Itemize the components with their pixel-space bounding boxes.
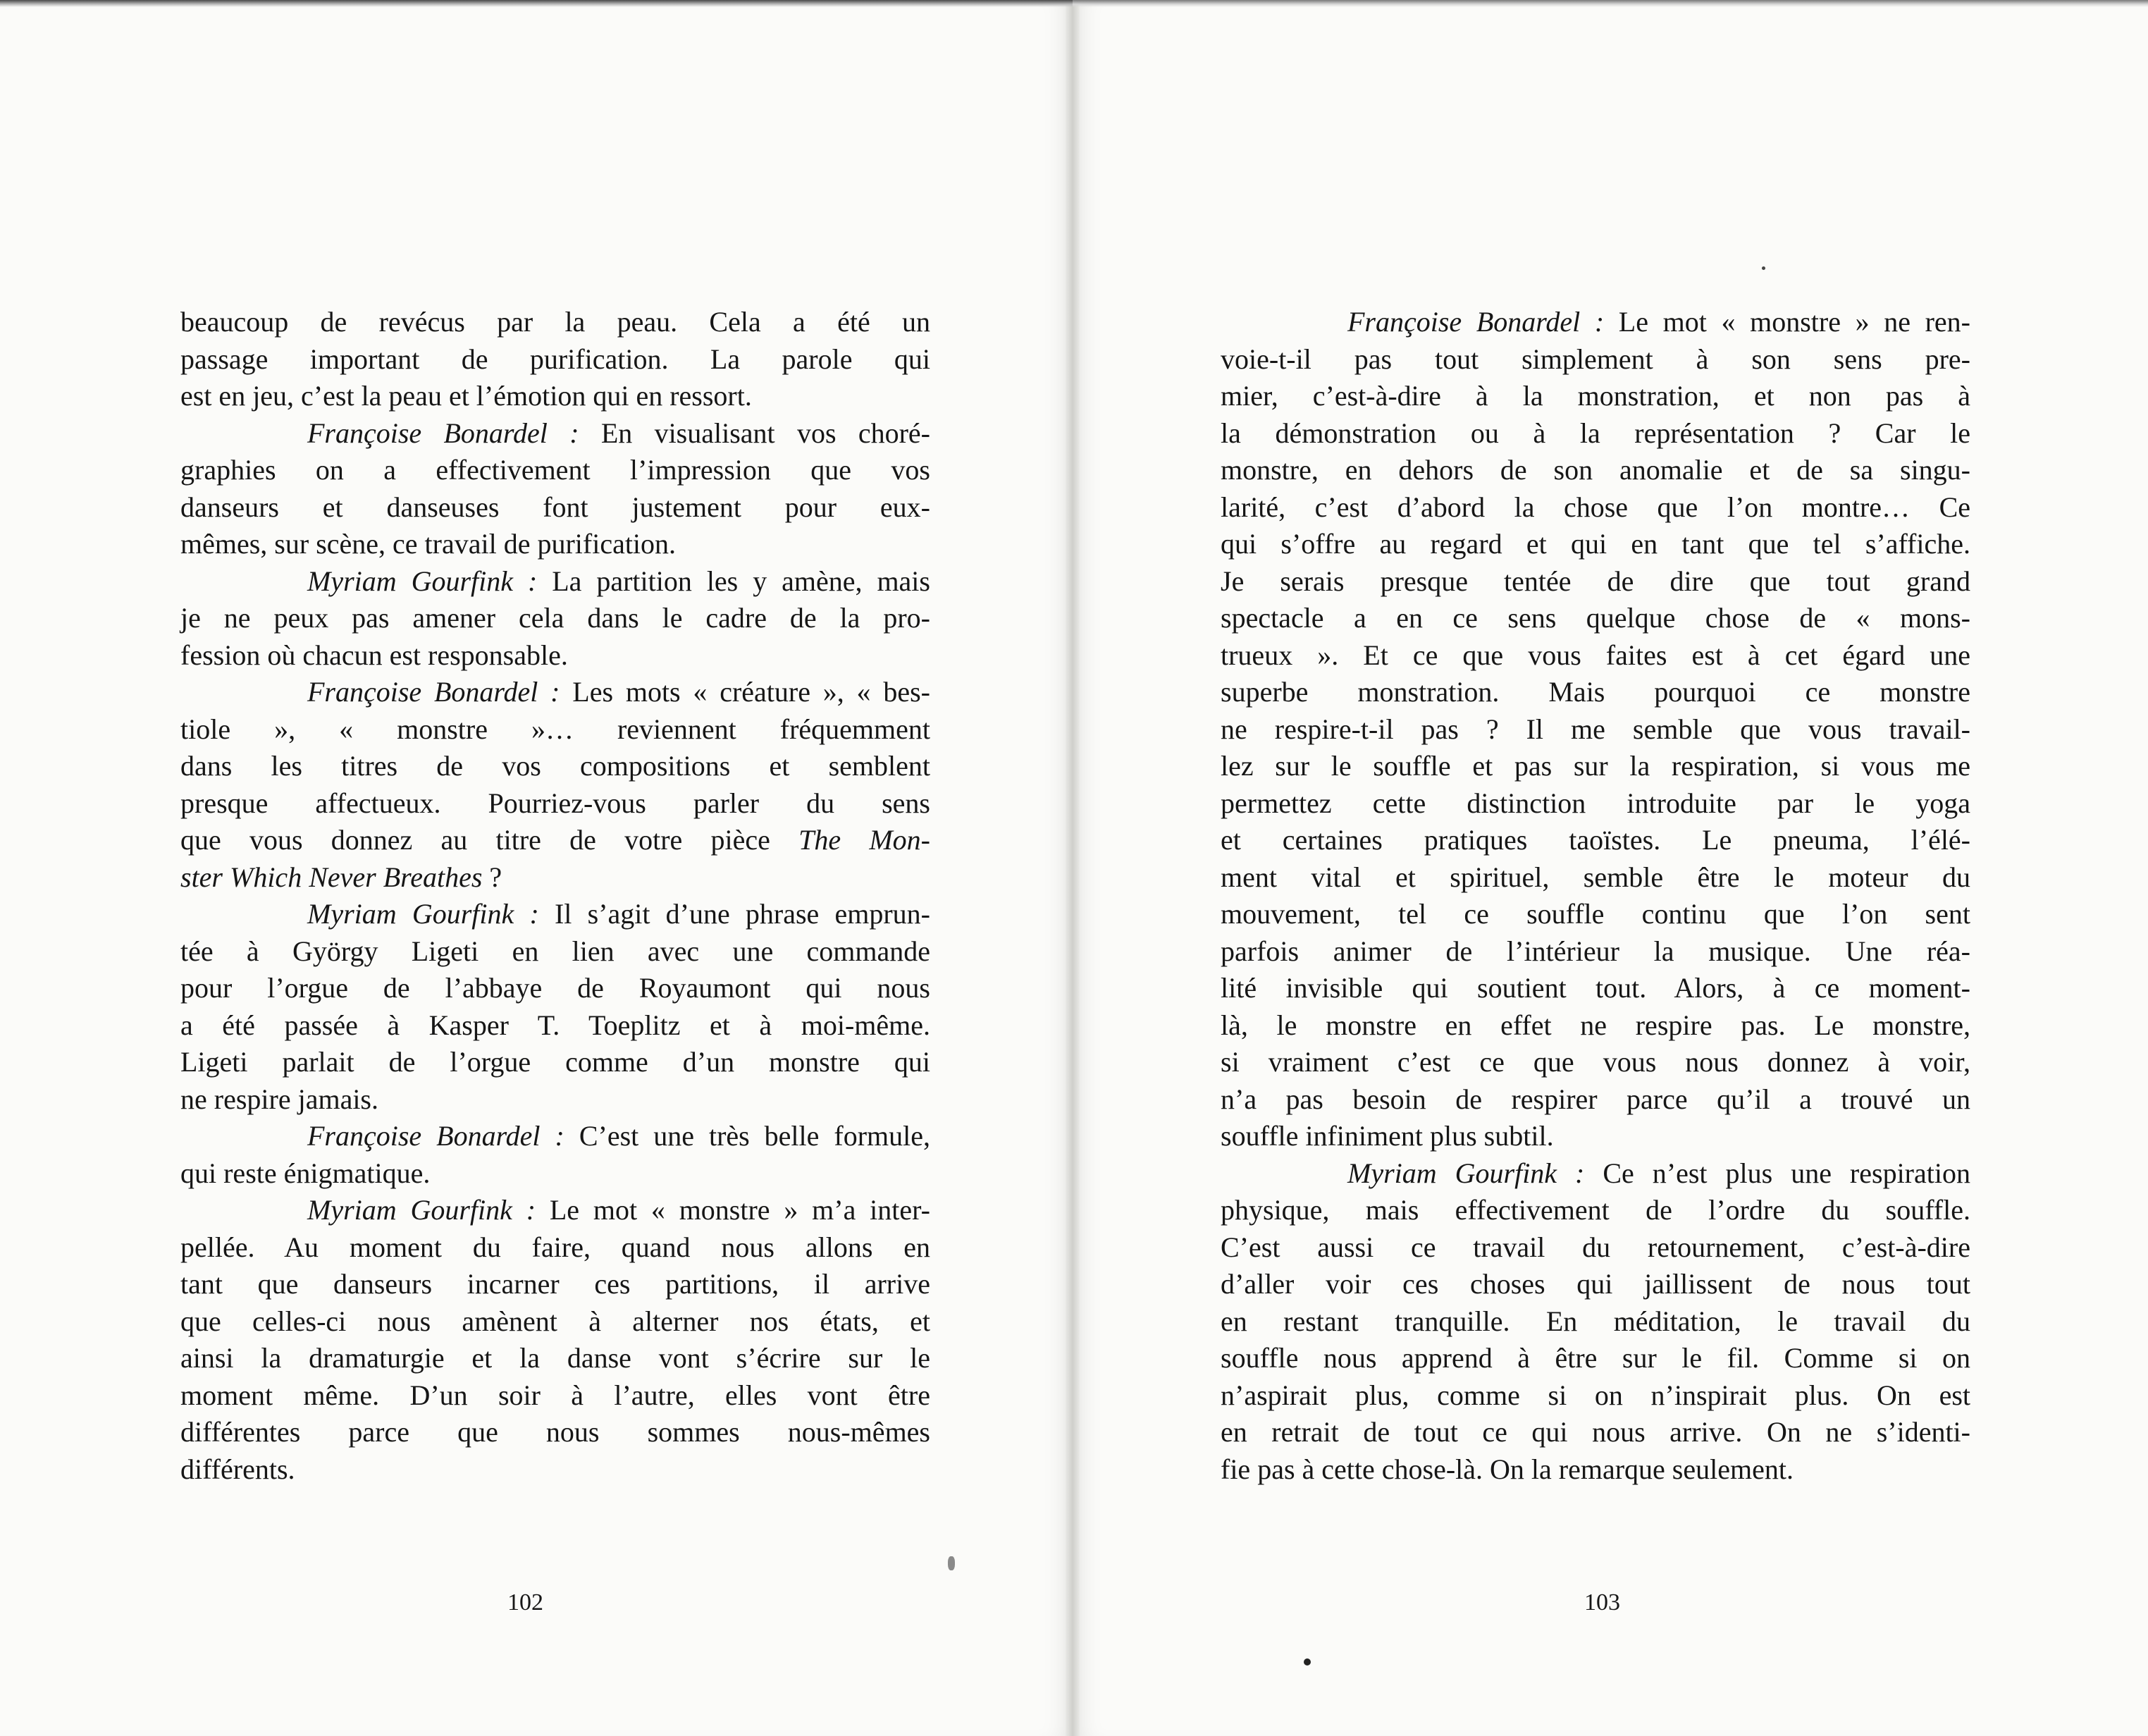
- text-line: [1221, 1192, 1970, 1229]
- line-text: si vraiment c’est ce que vous nous donnez à voir,: [1221, 1046, 1970, 1078]
- text-line: [1221, 970, 1970, 1007]
- page-number-left: 102: [507, 1589, 543, 1615]
- line-text: lez sur le souffle et pas sur la respiration, si vous me: [1221, 750, 1970, 782]
- line-text: n’aspirait plus, comme si on n’inspirait plus. On est: [1221, 1379, 1970, 1411]
- text-line: [1221, 859, 1970, 897]
- text-line: [180, 748, 930, 785]
- text-line: [1221, 1451, 1970, 1489]
- text-line: [1221, 1303, 1970, 1341]
- text-line: [180, 1340, 930, 1377]
- line-text: ne respire jamais.: [180, 1083, 378, 1115]
- line-text: en restant tranquille. En méditation, le travail du: [1221, 1305, 1970, 1337]
- speaker-name: Françoise Bonardel :: [1347, 306, 1605, 338]
- line-text: tant que danseurs incarner ces partitions, il arrive: [180, 1268, 930, 1300]
- text-line: [1221, 674, 1970, 711]
- line-text: Les mots « créature », « bes-: [560, 676, 930, 708]
- line-text: souffle infiniment plus subtil.: [1221, 1120, 1554, 1152]
- line-text: moment même. D’un soir à l’autre, elles vont être: [180, 1379, 930, 1411]
- text-line: [1221, 1377, 1970, 1415]
- text-line: [180, 341, 930, 378]
- text-line: [180, 1007, 930, 1045]
- text-line: [180, 378, 930, 415]
- line-text: Je serais presque tentée de dire que tout grand: [1221, 565, 1970, 597]
- line-text: Le mot « monstre » m’a inter-: [536, 1194, 930, 1226]
- speaker-name: Myriam Gourfink :: [1347, 1157, 1585, 1189]
- text-line: [1221, 822, 1970, 859]
- line-text: Ce n’est plus une respiration: [1584, 1157, 1970, 1189]
- text-line: [1221, 1266, 1970, 1303]
- line-text: lité invisible qui soutient tout. Alors, à ce moment-: [1221, 972, 1970, 1004]
- line-text: passage important de purification. La parole qui: [180, 343, 930, 375]
- line-text: que celles-ci nous amènent à alterner nos états, et: [180, 1305, 930, 1337]
- work-title: The Mon-: [770, 824, 931, 856]
- text-line: [1221, 452, 1970, 489]
- text-line: [1221, 1229, 1970, 1267]
- text-line: [180, 1044, 930, 1081]
- line-text: mouvement, tel ce souffle continu que l’on sent: [1221, 898, 1970, 930]
- text-line: [180, 1155, 930, 1193]
- line-text: différents.: [180, 1453, 295, 1485]
- text-line: [1221, 600, 1970, 637]
- line-text: parfois animer de l’intérieur la musique. Une réa-: [1221, 935, 1970, 967]
- line-text: et certaines pratiques taoïstes. Le pneuma, l’élé-: [1221, 824, 1970, 856]
- line-text: en retrait de tout ce qui nous arrive. On ne s’identi-: [1221, 1416, 1970, 1448]
- speaker-name: Françoise Bonardel :: [307, 417, 579, 449]
- speaker-name: Françoise Bonardel :: [307, 1120, 564, 1152]
- text-line: [1221, 1081, 1970, 1119]
- text-line: [1221, 1044, 1970, 1081]
- right-page-text: [1221, 304, 1970, 1488]
- text-line: [180, 785, 930, 823]
- text-line: [1221, 896, 1970, 933]
- line-text: dans les titres de vos compositions et semblent: [180, 750, 930, 782]
- text-line: [1221, 415, 1970, 453]
- text-line: [307, 1192, 930, 1229]
- line-text: ?: [482, 861, 502, 893]
- text-line: [1221, 489, 1970, 527]
- text-line: [180, 1081, 930, 1119]
- text-line: [180, 970, 930, 1007]
- line-text: monstre, en dehors de son anomalie et de sa singu-: [1221, 454, 1970, 486]
- text-line: [1221, 785, 1970, 823]
- text-line: [180, 1266, 930, 1303]
- text-line: [1221, 341, 1970, 378]
- text-line: [1221, 378, 1970, 415]
- line-text: C’est aussi ce travail du retournement, c’est-à-dire: [1221, 1231, 1970, 1263]
- page-top-edge: [0, 0, 1073, 7]
- line-text: Le mot « monstre » ne ren-: [1604, 306, 1970, 338]
- line-text: voie-t-il pas tout simplement à son sens pre-: [1221, 343, 1970, 375]
- text-line: [180, 1229, 930, 1267]
- text-line: [180, 304, 930, 341]
- text-line: [1221, 711, 1970, 749]
- line-text: superbe monstration. Mais pourquoi ce monstre: [1221, 676, 1970, 708]
- text-line: [180, 859, 930, 897]
- line-text: permettez cette distinction introduite par le yoga: [1221, 787, 1970, 819]
- line-text: tée à György Ligeti en lien avec une commande: [180, 935, 930, 967]
- line-text: a été passée à Kasper T. Toeplitz et à moi-même.: [180, 1009, 930, 1041]
- line-text: que vous donnez au titre de votre pièce: [180, 824, 770, 856]
- line-text: beaucoup de revécus par la peau. Cela a été un: [180, 306, 930, 338]
- book-gutter: [1066, 0, 1080, 1736]
- line-text: mier, c’est-à-dire à la monstration, et non pas à: [1221, 380, 1970, 412]
- text-line: [180, 637, 930, 675]
- text-line: [180, 1303, 930, 1341]
- text-line: [180, 526, 930, 563]
- text-line: [307, 415, 930, 453]
- text-line: [180, 452, 930, 489]
- line-text: ment vital et spirituel, semble être le moteur du: [1221, 861, 1970, 893]
- text-line: [307, 1118, 930, 1155]
- line-text: je ne peux pas amener cela dans le cadre de la pro-: [180, 602, 930, 634]
- paper-speck: [948, 1556, 955, 1570]
- line-text: ne respire-t-il pas ? Il me semble que vous travail-: [1221, 713, 1970, 745]
- line-text: C’est une très belle formule,: [564, 1120, 931, 1152]
- line-text: graphies on a effectivement l’impression que vos: [180, 454, 930, 486]
- text-line: [307, 674, 930, 711]
- text-line: [1347, 304, 1970, 341]
- text-line: [1221, 1118, 1970, 1155]
- page-top-edge: [1073, 0, 2148, 7]
- line-text: fession où chacun est responsable.: [180, 639, 568, 671]
- text-line: [180, 1414, 930, 1451]
- line-text: là, le monstre en effet ne respire pas. Le monstre,: [1221, 1009, 1970, 1041]
- line-text: tiole », « monstre »… reviennent fréquemment: [180, 713, 930, 745]
- line-text: Ligeti parlait de l’orgue comme d’un monstre qui: [180, 1046, 930, 1078]
- line-text: n’a pas besoin de respirer parce qu’il a trouvé un: [1221, 1083, 1970, 1115]
- left-page-text: [180, 304, 930, 1488]
- text-line: [1347, 1155, 1970, 1193]
- line-text: pellée. Au moment du faire, quand nous allons en: [180, 1231, 930, 1263]
- line-text: presque affectueux. Pourriez-vous parler du sens: [180, 787, 930, 819]
- line-text: d’aller voir ces choses qui jaillissent de nous tout: [1221, 1268, 1970, 1300]
- text-line: [180, 822, 930, 859]
- work-title: ster Which Never Breathes: [180, 861, 483, 893]
- text-line: [1221, 637, 1970, 675]
- line-text: En visualisant vos choré-: [579, 417, 930, 449]
- page-number-right: 103: [1584, 1589, 1620, 1615]
- line-text: la démonstration ou à la représentation ? Car le: [1221, 417, 1970, 449]
- text-line: [1221, 933, 1970, 971]
- line-text: spectacle a en ce sens quelque chose de « mons-: [1221, 602, 1970, 634]
- text-line: [1221, 748, 1970, 785]
- line-text: mêmes, sur scène, ce travail de purification.: [180, 528, 677, 560]
- text-line: [180, 711, 930, 749]
- text-line: [180, 489, 930, 527]
- speaker-name: Myriam Gourfink :: [307, 898, 539, 930]
- speaker-name: Myriam Gourfink :: [307, 565, 538, 597]
- line-text: est en jeu, c’est la peau et l’émotion qui en ressort.: [180, 380, 752, 412]
- speaker-name: Myriam Gourfink :: [307, 1194, 536, 1226]
- line-text: qui reste énigmatique.: [180, 1157, 431, 1189]
- line-text: fie pas à cette chose-là. On la remarque seulement.: [1221, 1453, 1794, 1485]
- text-line: [180, 1377, 930, 1415]
- text-line: [307, 896, 930, 933]
- speaker-name: Françoise Bonardel :: [307, 676, 560, 708]
- text-line: [180, 933, 930, 971]
- line-text: larité, c’est d’abord la chose que l’on montre… Ce: [1221, 491, 1970, 523]
- paper-speck: [1304, 1658, 1311, 1666]
- line-text: souffle nous apprend à être sur le fil. Comme si on: [1221, 1342, 1970, 1374]
- text-line: [180, 600, 930, 637]
- line-text: différentes parce que nous sommes nous-mêmes: [180, 1416, 930, 1448]
- line-text: Il s’agit d’une phrase emprun-: [538, 898, 930, 930]
- text-line: [1221, 1414, 1970, 1451]
- text-line: [307, 563, 930, 601]
- text-line: [1221, 1340, 1970, 1377]
- line-text: La partition les y amène, mais: [537, 565, 930, 597]
- line-text: ainsi la dramaturgie et la danse vont s’écrire sur le: [180, 1342, 930, 1374]
- text-line: [180, 1451, 930, 1489]
- line-text: pour l’orgue de l’abbaye de Royaumont qui nous: [180, 972, 930, 1004]
- line-text: danseurs et danseuses font justement pour eux-: [180, 491, 930, 523]
- paper-speck: [1762, 266, 1765, 270]
- line-text: trueux ». Et ce que vous faites est à cet égard une: [1221, 639, 1970, 671]
- text-line: [1221, 526, 1970, 563]
- text-line: [1221, 1007, 1970, 1045]
- line-text: qui s’offre au regard et qui en tant que tel s’affiche.: [1221, 528, 1970, 560]
- line-text: physique, mais effectivement de l’ordre du souffle.: [1221, 1194, 1970, 1226]
- text-line: [1221, 563, 1970, 601]
